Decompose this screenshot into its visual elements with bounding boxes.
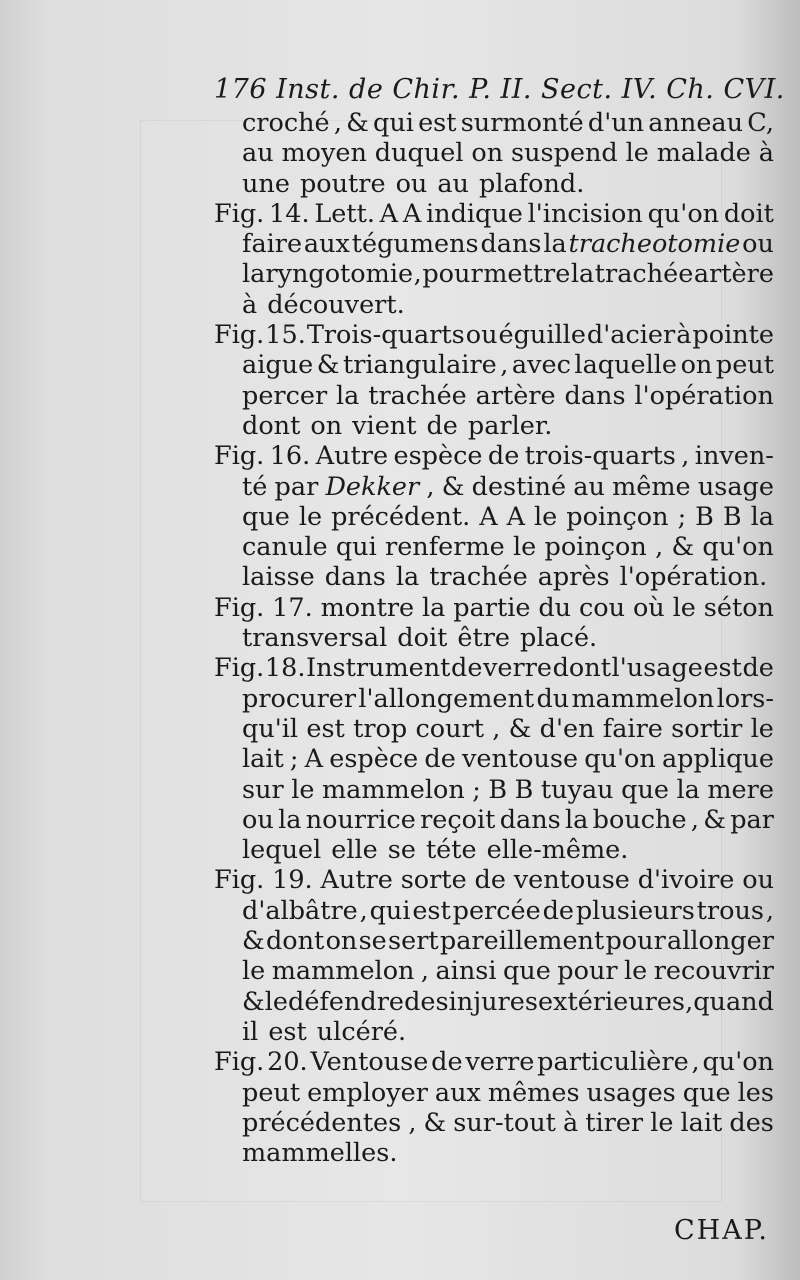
text-line: & le défendre des injures extérieures , quand: [242, 986, 774, 1017]
text-line: d'albâtre , qui est percée de plusieurs trous ,: [242, 895, 774, 926]
text-line: que le précédent. A A le poinçon ; B B la: [242, 501, 774, 532]
text-line: laryngotomie , pour mettre la trachée artère: [242, 259, 774, 290]
text-line: & dont on se sert pareillement pour allonger: [242, 926, 774, 957]
text-line: Fig. 19. Autre sorte de ventouse d'ivoire ou: [214, 865, 774, 896]
text-line: peut employer aux mêmes usages que les: [242, 1077, 774, 1108]
text-line: sur le mammelon ; B B tuyau que la mere: [242, 774, 774, 805]
text-line: précédentes , & sur-tout à tirer le lait des: [242, 1107, 774, 1138]
text-line: laisse dans la trachée après l'opération.: [242, 562, 768, 593]
running-header: 176 Inst. de Chir. P. II. Sect. IV. Ch. CVI.: [214, 74, 785, 105]
text-line: au moyen duquel on suspend le malade à: [242, 138, 774, 169]
text-line: lequel elle se téte elle-même.: [242, 835, 629, 866]
text-line: canule qui renferme le poinçon , & qu'on: [242, 532, 774, 563]
text-line: té par Dekker , & destiné au même usage: [242, 471, 774, 502]
text-line: aigue & triangulaire , avec laquelle on peut: [242, 350, 774, 381]
text-line: Fig. 15. Trois-quarts ou éguille d'acier à pointe: [214, 320, 774, 351]
body-text: [214, 108, 774, 1168]
text-line: procurer l'allongement du mammelon lors-: [242, 683, 774, 714]
text-line: Fig. 14. Lett. A A indique l'incision qu'on doit: [214, 198, 774, 229]
text-line: Fig. 20. Ventouse de verre particulière , qu'on: [214, 1047, 774, 1078]
text-line: lait ; A espèce de ventouse qu'on applique: [242, 744, 774, 775]
text-line: Fig. 18. Instrument de verre dont l'usage est de: [214, 653, 774, 684]
text-line: qu'il est trop court , & d'en faire sortir le: [242, 713, 774, 744]
text-line: ou la nourrice reçoit dans la bouche , & par: [242, 804, 774, 835]
text-line: croché , & qui est surmonté d'un anneau C,: [242, 108, 774, 138]
text-line: dont on vient de parler.: [242, 410, 553, 441]
text-line: le mammelon , ainsi que pour le recouvrir: [242, 956, 774, 987]
catchword: CHAP.: [674, 1215, 769, 1246]
text-line: mammelles.: [242, 1138, 398, 1169]
text-line: percer la trachée artère dans l'opération: [242, 380, 774, 411]
text-line: Fig. 17. montre la partie du cou où le séton: [214, 592, 774, 623]
text-line: à découvert.: [242, 289, 405, 320]
text-line: faire aux tégumens dans la tracheotomie ou: [242, 229, 774, 260]
text-line: Fig. 16. Autre espèce de trois-quarts , inven-: [214, 441, 774, 472]
text-line: transversal doit être placé.: [242, 623, 598, 654]
text-line: il est ulcéré.: [242, 1016, 407, 1047]
text-line: une poutre ou au plafond.: [242, 168, 585, 199]
